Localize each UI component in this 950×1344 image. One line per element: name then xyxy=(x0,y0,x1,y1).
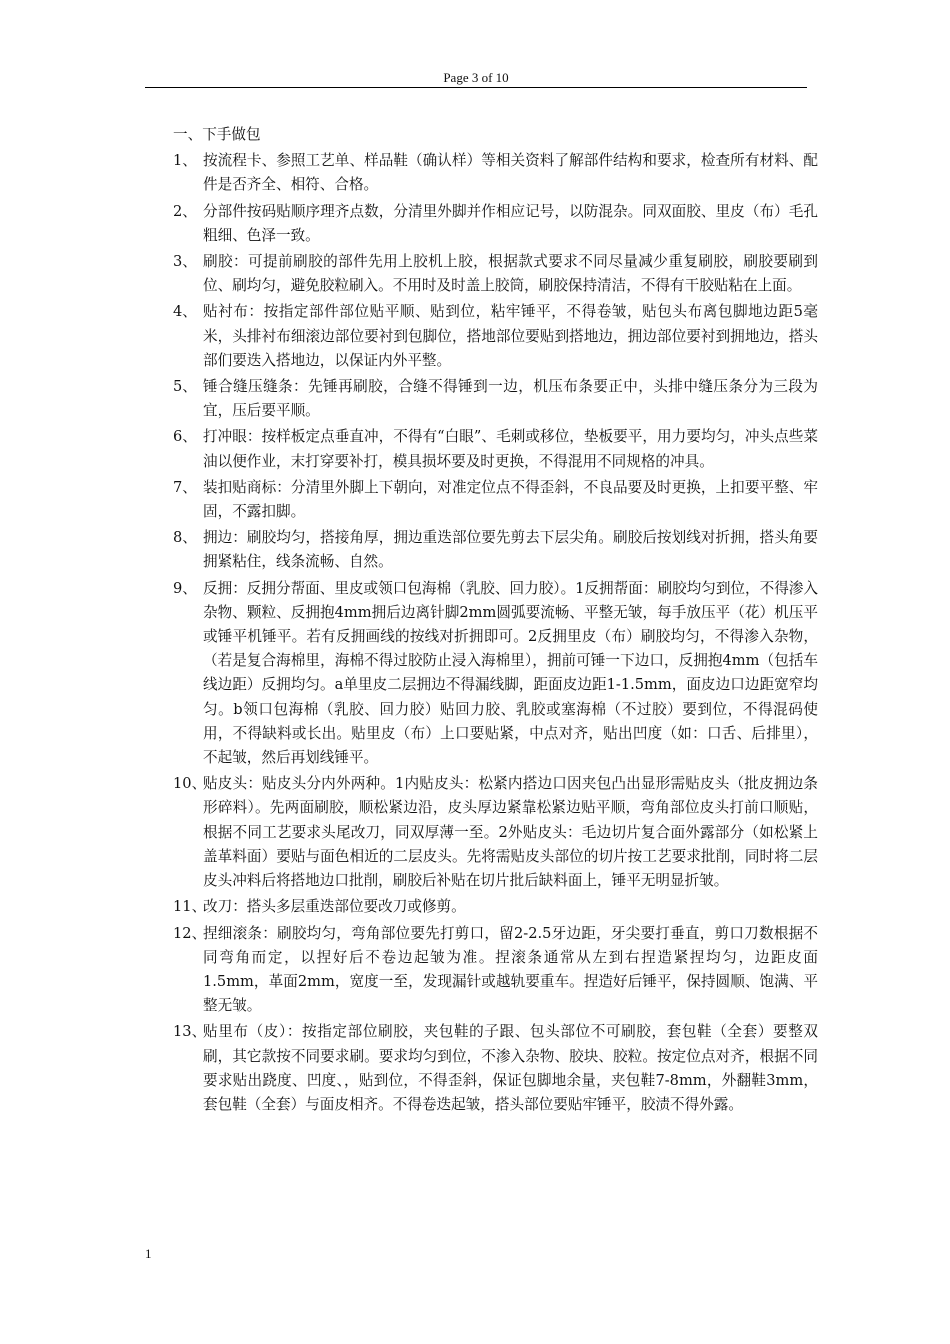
item-number: 11、 xyxy=(173,898,207,916)
item-text: 刷胶：可提前刷胶的部件先用上胶机上胶，根据款式要求不同尽量减少重复刷胶，刷胶要刷到位、刷均匀，避免胶粒刷入。不用时及时盖上胶筒，刷胶保持清洁，不得有干胶贴粘在上面。 xyxy=(203,253,818,295)
item-number: 2、 xyxy=(173,202,197,220)
item-number: 5、 xyxy=(173,378,197,396)
document-body xyxy=(173,123,818,1119)
list-item xyxy=(173,250,818,298)
item-text: 拥边：刷胶均匀，搭接角厚，拥边重迭部位要先剪去下层尖角。刷胶后按划线对折拥，搭头角要拥紧粘住，线条流畅、自然。 xyxy=(203,529,818,571)
item-text: 装扣贴商标：分清里外脚上下朝向，对准定位点不得歪斜，不良品要及时更换，上扣要平整、牢固，不露扣脚。 xyxy=(203,478,818,521)
list-item xyxy=(173,922,818,1019)
list-item xyxy=(173,772,818,893)
item-text: 按流程卡、参照工艺单、样品鞋（确认样）等相关资料了解部件结构和要求，检查所有材料、配件是否齐全、相符、合格。 xyxy=(203,152,818,194)
item-number: 6、 xyxy=(173,428,197,446)
list-item xyxy=(173,526,818,574)
item-number: 8、 xyxy=(173,529,197,547)
item-number: 10、 xyxy=(173,775,207,793)
item-text: 捏细滚条：刷胶均匀，弯角部位要先打剪口，留2-2.5牙边距，牙尖要打垂直，剪口刀数根据不同弯角而定，以捏好后不卷边起皱为准。捏滚条通常从左到右捏造紧捏均匀，边距皮面1.5mm，革面2mm，宽度一至，发现漏针或越轨要重车。捏造好后锤平，保持圆顺、饱满、平整无皱。 xyxy=(203,924,818,1015)
item-text: 打冲眼：按样板定点垂直冲，不得有“白眼”、毛刺或移位，垫板要平，用力要均匀，冲头点些菜油以便作业，末打穿要补打，模具损坏要及时更换，不得混用不同规格的冲具。 xyxy=(203,428,818,470)
item-text: 分部件按码贴顺序理齐点数，分清里外脚并作相应记号，以防混杂。同双面胶、里皮（布）毛孔粗细、色泽一致。 xyxy=(203,202,818,244)
item-text: 贴衬布：按指定部件部位贴平顺、贴到位，粘牢锤平，不得卷皱，贴包头布离包脚地边距5毫米，头排衬布细滚边部位要衬到包脚位，搭地部位要贴到搭地边，拥边部位要衬到拥地边，搭头部们要迭入搭地边，以保证内外平整。 xyxy=(203,303,818,369)
item-number: 4、 xyxy=(173,303,197,321)
item-number: 7、 xyxy=(173,478,197,496)
item-number: 1、 xyxy=(173,152,197,170)
list-item xyxy=(173,425,818,473)
page-header: Page 3 of 10 xyxy=(443,70,509,85)
item-number: 9、 xyxy=(173,579,197,597)
item-number: 3、 xyxy=(173,253,197,271)
list-item xyxy=(173,895,818,919)
list-item xyxy=(173,375,818,423)
item-text: 贴皮头：贴皮头分内外两种。1内贴皮头：松紧内搭边口因夹包凸出显形需贴皮头（批皮拥边条形碎料）。先两面刷胶，顺松紧边沿，皮头厚边紧靠松紧边贴平顺，弯角部位皮头打前口顺贴，根据不同工艺要求头尾改刀，同双厚薄一至。2外贴皮头：毛边切片复合面外露部分（如松紧上盖革料面）要贴与面色相近的二层皮头。先将需贴皮头部位的切片按工艺要求批削，同时将二层皮头冲料后将搭地边口批削，刷胶后补贴在切片批后缺料面上，锤平无明显折皱。 xyxy=(203,775,818,890)
item-text: 锤合缝压缝条：先锤再刷胶，合缝不得锤到一边，机压布条要正中，头排中缝压条分为三段为宜，压后要平顺。 xyxy=(203,378,818,420)
list-item xyxy=(173,149,818,197)
item-text: 贴里布（皮）：按指定部位刷胶，夹包鞋的子跟、包头部位不可刷胶，套包鞋（全套）要整双刷，其它款按不同要求刷。要求均匀到位，不渗入杂物、胶块、胶粒。按定位点对齐，根据不同要求贴出跷度、凹度、，贴到位，不得歪斜，保证包脚地余量，夹包鞋7-8mm，外翻鞋3mm，套包鞋（全套）与面皮相齐。不得卷迭起皱，搭头部位要贴牢锤平，胶渍不得外露。 xyxy=(203,1023,818,1113)
list-item xyxy=(173,1020,818,1117)
list-item xyxy=(173,200,818,248)
list-item xyxy=(173,476,818,524)
item-number: 12、 xyxy=(173,924,207,942)
list-item xyxy=(173,300,818,373)
item-list xyxy=(173,149,818,1117)
item-text: 反拥：反拥分帮面、里皮或领口包海棉（乳胶、回力胶）。1反拥帮面：刷胶均匀到位，不得渗入杂物、颗粒、反拥抱4mm拥后边离针脚2mm圆弧要流畅、平整无皱，每手放压平（花）机压平或锤平机锤平。若有反拥画线的按线对折拥即可。2反拥里皮（布）刷胶均匀，不得渗入杂物，（若是复合海棉里，海棉不得过胶防止浸入海棉里），拥前可锤一下边口，反拥抱4mm（包括车线边距）反拥均匀。a单里皮二层拥边不得漏线脚，距面皮边距1-1.5mm，面皮边口边距宽窄均匀。b领口包海棉（乳胶、回力胶）贴回力胶、乳胶或塞海棉（不过胶）要到位，不得混码使用，不得缺料或长出。贴里皮（布）上口要贴紧，中点对齐，贴出凹度（如：口舌、后排里），不起皱，然后再划线锤平。 xyxy=(203,579,818,767)
header-rule xyxy=(145,87,807,88)
page-number: 1 xyxy=(145,1246,152,1261)
item-text: 改刀：搭头多层重迭部位要改刀或修剪。 xyxy=(203,898,466,916)
section-title: 一、下手做包 xyxy=(173,126,261,143)
list-item xyxy=(173,577,818,771)
item-number: 13、 xyxy=(173,1023,207,1041)
